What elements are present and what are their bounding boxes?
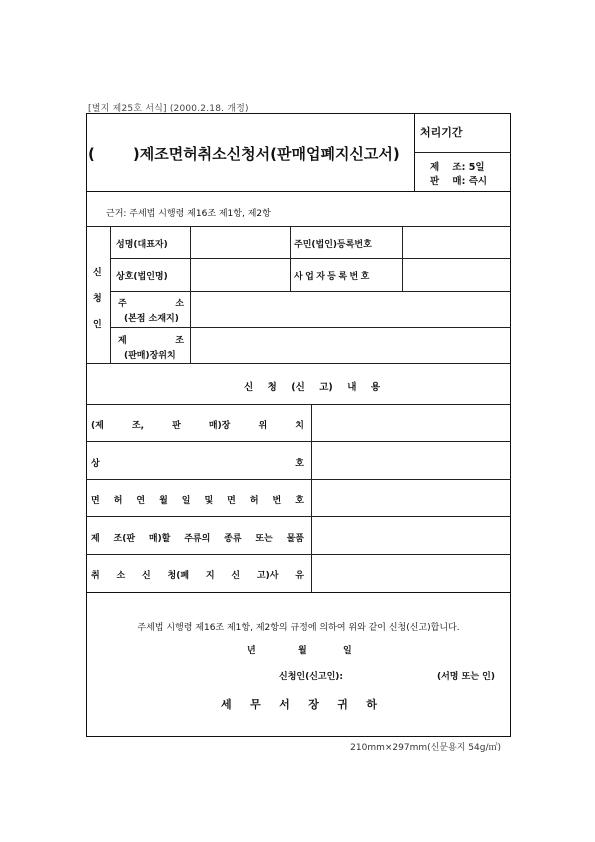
content-row-line-4 — [86, 554, 511, 555]
addressee-char-3: 서 — [279, 698, 290, 711]
company-label: 상호(법인명) — [116, 272, 168, 282]
applicant-char-1: 신 — [93, 268, 102, 278]
date-month-label: 월 — [298, 646, 307, 656]
paper-size-footer: 210mm×297mm(신문용지 54g/㎡) — [350, 743, 501, 753]
content-row-label-3 — [91, 493, 304, 506]
row5-word-2: 소 — [116, 571, 126, 581]
row3-word-1: 면 — [91, 496, 100, 506]
row3-word-5: 일 — [181, 496, 191, 506]
row3-word-3: 연 — [136, 496, 146, 506]
content-row-label-1 — [91, 418, 304, 431]
basis-bottom-line — [86, 226, 511, 227]
row3-word-8: 허 — [249, 496, 259, 506]
row3-word-9: 번 — [272, 496, 282, 506]
row3-word-4: 월 — [159, 496, 168, 506]
row2-word-2: 호 — [295, 459, 304, 469]
row4-word-2: 조(판 — [113, 534, 136, 544]
content-header-line — [86, 404, 511, 405]
row5-word-7: 고)사 — [256, 571, 279, 581]
row4-word-6: 또는 — [255, 534, 273, 544]
biz-no-label: 사업자등록번호 — [294, 272, 372, 282]
row4-word-3: 매)할 — [148, 534, 171, 544]
content-header-word-3: (신 — [291, 382, 305, 393]
legal-basis: 근거: 주세법 시행령 제16조 제1항, 제2항 — [106, 209, 271, 219]
row3-word-6: 및 — [204, 496, 214, 506]
content-row-label-4 — [91, 531, 304, 544]
declaration-statement: 주세법 시행령 제16조 제1항, 제2항의 규정에 의하여 위와 같이 신청(신고)합니다. — [137, 623, 460, 633]
processing-sales — [430, 173, 487, 187]
signature-note: (서명 또는 인) — [437, 672, 495, 682]
row4-word-5: 종류 — [224, 534, 242, 544]
date-year-label: 년 — [247, 646, 256, 656]
addressee-char-2: 무 — [250, 698, 261, 711]
addressee-char-6: 하 — [366, 698, 377, 711]
title-paren-open: ( — [88, 145, 95, 163]
plant-label-char-2: 조 — [175, 336, 184, 346]
content-row-line-3 — [86, 516, 511, 517]
content-row-line-1 — [86, 441, 511, 442]
applicant-row-line-3 — [110, 327, 511, 328]
processing-sales-label: 판 매: — [430, 176, 466, 187]
title-main: 제조면허취소신청서(판매업폐지신고서) — [139, 145, 400, 163]
content-header-word-4: 고) — [319, 382, 333, 393]
row1-word-2: 조, — [131, 421, 145, 431]
date-day-label: 일 — [343, 646, 352, 656]
processing-manufacture-label: 제 조: — [430, 162, 466, 173]
row4-word-4: 주류의 — [184, 534, 211, 544]
row2-word-1: 상 — [91, 459, 100, 469]
name-label: 성명(대표자) — [116, 240, 168, 250]
row4-word-7: 물품 — [286, 534, 304, 544]
row4-word-1: 제 — [91, 534, 100, 544]
row5-word-5: 지 — [205, 571, 215, 581]
row1-word-1: (제 — [91, 421, 104, 431]
title-bottom-line — [86, 191, 511, 192]
addressee-char-5: 귀 — [337, 698, 348, 711]
rrn-label: 주민(법인)등록번호 — [294, 240, 372, 250]
form-title — [88, 143, 414, 164]
plant-label-top — [118, 333, 184, 346]
content-header-word-1: 신 — [244, 382, 254, 393]
content-header-word-6: 용 — [370, 382, 380, 393]
processing-sales-value: 즉시 — [468, 176, 488, 187]
content-header-word-5: 내 — [347, 382, 357, 393]
signer-label: 신청인(신고인): — [279, 672, 343, 682]
addressee — [221, 696, 377, 712]
row1-word-3: 판 — [172, 421, 181, 431]
addressee-char-1: 세 — [221, 698, 232, 711]
row3-word-7: 면 — [227, 496, 236, 506]
address-label-char-2: 소 — [175, 299, 184, 309]
applicant-bottom-line — [86, 363, 511, 364]
processing-manufacture-value: 5일 — [468, 162, 485, 173]
processing-divider — [414, 152, 511, 153]
addressee-char-4: 장 — [308, 698, 319, 711]
applicant-char-2: 청 — [93, 294, 102, 304]
processing-period-title: 처리기간 — [420, 126, 463, 139]
row1-word-4: 매)장 — [208, 421, 231, 431]
row1-word-6: 치 — [295, 421, 304, 431]
plant-label-bottom: (판매)장위치 — [124, 351, 176, 361]
content-row-label-2 — [91, 456, 304, 469]
address-label-bottom: (본점 소재지) — [124, 314, 179, 324]
content-header — [244, 379, 380, 393]
content-header-word-2: 청 — [267, 382, 277, 393]
applicant-row-line-2 — [110, 291, 511, 292]
applicant-label-divider — [190, 226, 191, 363]
address-label-char-1: 주 — [118, 299, 127, 309]
row5-word-3: 신 — [142, 571, 151, 581]
row5-word-6: 신 — [231, 571, 241, 581]
content-col-divider — [311, 404, 312, 592]
row5-word-1: 취 — [91, 571, 100, 581]
processing-manufacture — [430, 159, 485, 173]
plant-label-char-1: 제 — [118, 336, 127, 346]
applicant-col-divider — [110, 226, 111, 363]
row3-word-10: 호 — [295, 496, 304, 506]
title-paren-close: ) — [132, 145, 140, 163]
form-number-label: [별지 제25호 서식] (2000.2.18. 개정) — [88, 104, 249, 114]
row1-word-5: 위 — [258, 421, 268, 431]
address-label-top — [118, 296, 184, 309]
applicant-char-3: 인 — [93, 320, 102, 330]
content-bottom-line — [86, 592, 511, 593]
row5-word-4: 청(폐 — [167, 571, 190, 581]
content-row-label-5 — [91, 568, 304, 581]
row3-word-2: 허 — [113, 496, 123, 506]
content-row-line-2 — [86, 479, 511, 480]
applicant-row-line-1 — [110, 258, 511, 259]
row5-word-8: 유 — [295, 571, 304, 581]
